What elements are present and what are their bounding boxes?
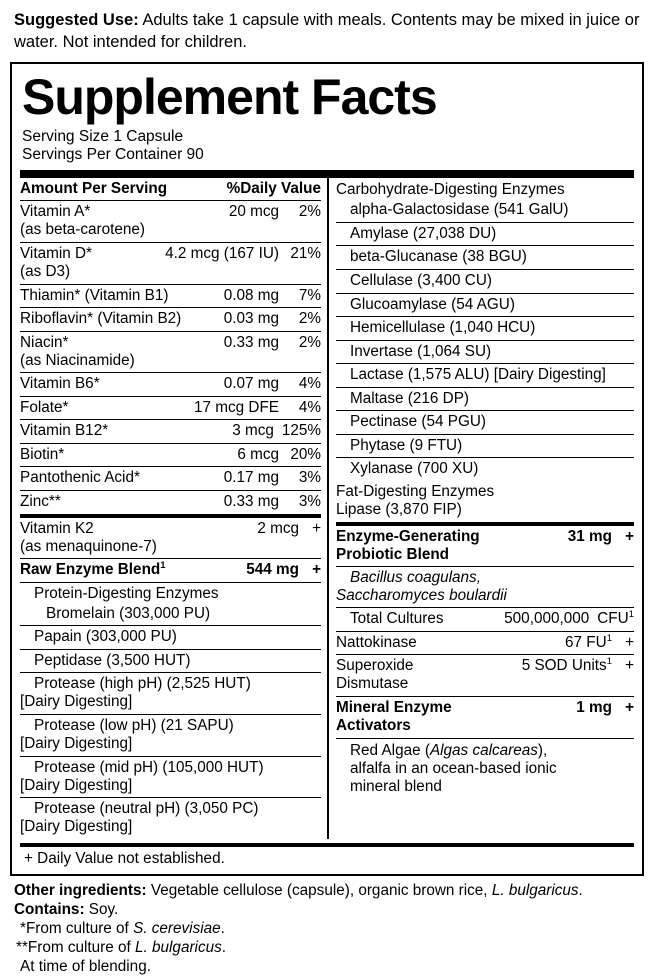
nutrient-subline: (as D3)	[20, 263, 71, 281]
enzyme-item: beta-Glucanase (38 BGU)	[336, 246, 634, 270]
contains-label: Contains:	[14, 900, 85, 918]
nutrient-name: Vitamin B6*	[20, 375, 100, 393]
enzyme-item: Glucoamylase (54 AGU)	[336, 294, 634, 318]
blend-amount: 544 mg	[246, 561, 299, 579]
nutrient-amount: 0.03 mg	[223, 310, 279, 328]
enzyme-item: Protease (neutral pH) (3,050 PC) [Dairy Digesting]	[20, 800, 259, 836]
suggested-use-label: Suggested Use:	[14, 11, 139, 29]
probiotic-blend-dv: +	[625, 527, 634, 545]
mineral-activators-line2: Activators	[336, 716, 411, 734]
nattokinase-label: Nattokinase	[336, 633, 417, 651]
panel-title: Supplement Facts	[22, 68, 437, 125]
suggested-use	[14, 10, 642, 54]
superoxide-line1: Superoxide	[336, 657, 414, 675]
enzyme-item: Papain (303,000 PU)	[20, 626, 321, 650]
superoxide-dv: +	[625, 657, 634, 675]
footer-notes	[14, 881, 642, 976]
nutrient-name: Zinc**	[20, 493, 61, 510]
left-column-header	[20, 178, 321, 201]
probiotic-blend-amount: 31 mg	[567, 527, 612, 545]
footnote-blending: At time of blending.	[20, 958, 151, 976]
nutrient-row	[20, 285, 321, 309]
nattokinase-dv: +	[625, 633, 634, 651]
nutrient-amount: 0.33 mg	[223, 493, 279, 510]
nutrient-amount: 6 mcg	[237, 445, 279, 463]
panel-columns	[20, 178, 634, 838]
superoxide-dismutase-row	[336, 655, 634, 697]
carb-enzymes-header: Carbohydrate-Digesting Enzymes	[336, 181, 565, 199]
nutrient-dv: 125%	[281, 422, 321, 440]
carb-enzymes-first-item: alpha-Galactosidase (541 GalU)	[336, 199, 634, 223]
blend-footnote-marker: 1	[160, 560, 166, 572]
protein-enzymes-header: Protein-Digesting Enzymes	[34, 584, 219, 602]
probiotic-blend-line2: Probiotic Blend	[336, 545, 450, 563]
enzyme-item: Cellulase (3,400 CU)	[336, 270, 634, 294]
other-ingredients-text: Vegetable cellulose (capsule), organic brown rice,	[146, 881, 492, 899]
blend-dv: +	[312, 561, 321, 579]
nutrient-dv: 4%	[298, 375, 321, 393]
nutrient-dv: 2%	[298, 310, 321, 328]
contains-text: Soy.	[84, 900, 119, 918]
nutrient-amount: 17 mcg DFE	[193, 398, 279, 416]
nutrient-row	[20, 444, 321, 468]
enzyme-item: Amylase (27,038 DU)	[336, 223, 634, 247]
red-algae-description	[336, 739, 634, 796]
nutrient-row	[20, 308, 321, 332]
nutrient-dv: 7%	[298, 286, 321, 304]
blend-name: Raw Enzyme Blend	[20, 561, 161, 579]
nutrient-amount: 0.33 mg	[223, 333, 279, 351]
nutrient-row	[20, 467, 321, 491]
nutrient-dv: 2%	[298, 333, 321, 351]
nutrient-amount: 0.08 mg	[223, 286, 279, 304]
enzyme-item: Protease (mid pH) (105,000 HUT) [Dairy Digesting]	[20, 757, 321, 799]
other-ingredients-period: .	[578, 881, 583, 899]
enzyme-item: Bromelain (303,000 PU)	[20, 603, 321, 627]
total-cultures-unit: CFU	[597, 610, 629, 628]
enzyme-item: Maltase (216 DP)	[336, 388, 634, 412]
enzyme-item: Pectinase (54 PGU)	[336, 411, 634, 435]
total-cultures-footnote-marker: 1	[628, 609, 634, 621]
fat-enzymes-item: Lipase (3,870 FIP)	[336, 501, 462, 518]
nutrient-amount: 3 mcg	[232, 422, 274, 440]
enzyme-item: Protease (low pH) (21 SAPU) [Dairy Digesting]	[20, 715, 321, 757]
nattokinase-footnote-marker: 1	[606, 632, 612, 644]
nutrient-dv: 2%	[298, 203, 321, 221]
panel-left-column	[20, 178, 327, 838]
nutrient-name: Vitamin A*	[20, 203, 91, 221]
nutrient-name: Pantothenic Acid*	[20, 469, 140, 487]
daily-value-note: + Daily Value not established.	[24, 849, 225, 867]
contains-statement	[14, 900, 642, 919]
red-algae-line3: mineral blend	[350, 777, 442, 795]
nutrient-name: Niacin*	[20, 333, 69, 351]
nutrient-row	[20, 373, 321, 397]
nutrient-row	[20, 201, 321, 243]
raw-enzyme-blend-row	[20, 559, 321, 583]
probiotic-species: Bacillus coagulans,	[350, 569, 481, 587]
nutrient-amount: 2 mcg	[257, 519, 299, 537]
total-cultures-row	[336, 608, 634, 632]
footnote-1-text: *From culture of	[20, 919, 134, 937]
nutrient-amount: 4.2 mcg (167 IU)	[165, 244, 279, 262]
other-ingredients-italic: L. bulgaricus	[491, 881, 579, 899]
nutrient-name: Riboflavin* (Vitamin B2)	[20, 310, 182, 328]
total-cultures-label: Total Cultures	[350, 610, 444, 628]
nutrient-name: Vitamin B12*	[20, 422, 109, 440]
red-algae-line2: alfalfa in an ocean-based ionic	[350, 759, 557, 777]
nutrient-row	[20, 518, 321, 560]
probiotic-blend-line1: Enzyme-Generating	[336, 527, 480, 545]
nutrient-name: Vitamin K2	[20, 519, 94, 537]
nutrient-name: Thiamin* (Vitamin B1)	[20, 286, 169, 304]
suggested-use-text: Adults take 1 capsule with meals. Contents may be mixed in juice or water. Not intended for children.	[14, 11, 640, 51]
superoxide-amount: 5 SOD Units	[521, 657, 607, 675]
enzyme-item: Xylanase (700 XU)	[350, 460, 479, 478]
nutrient-dv: 20%	[290, 445, 321, 463]
footnote-2-species: L. bulgaricus	[135, 939, 222, 957]
enzyme-item: Peptidase (3,500 HUT)	[20, 650, 321, 674]
total-cultures-amount: 500,000,000	[504, 610, 590, 628]
enzyme-item: Hemicellulase (1,040 HCU)	[336, 317, 634, 341]
nutrient-amount: 20 mcg	[228, 203, 279, 221]
mineral-activators-amount: 1 mg	[576, 698, 612, 716]
superoxide-line2: Dismutase	[336, 675, 409, 693]
nutrient-name: Folate*	[20, 398, 69, 416]
nutrient-subline: (as beta-carotene)	[20, 221, 145, 239]
mineral-activators-row	[336, 697, 634, 739]
panel-right-column	[327, 178, 634, 838]
nutrient-dv: +	[312, 519, 321, 537]
nutrient-subline: (as menaquinone-7)	[20, 537, 157, 555]
nutrient-row	[20, 420, 321, 444]
nutrient-amount: 0.07 mg	[223, 375, 279, 393]
mineral-activators-dv: +	[625, 698, 634, 716]
nutrient-dv: 3%	[298, 493, 321, 510]
nutrient-name: Biotin*	[20, 445, 65, 463]
probiotic-blend-row	[336, 526, 634, 568]
enzyme-item: Phytase (9 FTU)	[336, 435, 634, 459]
enzyme-item: Invertase (1,064 SU)	[336, 341, 634, 365]
superoxide-footnote-marker: 1	[606, 656, 612, 668]
nutrient-dv: 4%	[298, 398, 321, 416]
nattokinase-row	[336, 632, 634, 656]
red-algae-text-b: ),	[537, 741, 548, 759]
mineral-activators-line1: Mineral Enzyme	[336, 698, 452, 716]
probiotic-species-2: Saccharomyces boulardii	[336, 587, 634, 608]
nutrient-dv: 21%	[290, 244, 321, 262]
footnote-single-star	[14, 919, 642, 938]
red-algae-species: Algas calcareas	[429, 741, 538, 759]
fat-enzymes-header: Fat-Digesting Enzymes	[336, 482, 495, 500]
nutrient-dv: 3%	[298, 469, 321, 487]
footnote-1-species: S. cerevisiae	[133, 919, 221, 937]
footnote-1-period: .	[220, 919, 225, 937]
enzyme-item: Lactase (1,575 ALU) [Dairy Digesting]	[336, 364, 634, 388]
nutrient-row	[20, 332, 321, 374]
servings-per-container: Servings Per Container 90	[22, 146, 204, 164]
enzyme-item: Protease (high pH) (2,525 HUT) [Dairy Digesting]	[20, 673, 321, 715]
nutrient-row	[20, 491, 321, 514]
supplement-facts-panel	[10, 62, 644, 876]
serving-info	[22, 128, 634, 166]
footnote-2-period: .	[221, 939, 226, 957]
footnote-2-text: **From culture of	[16, 939, 136, 957]
panel-top-rule	[20, 170, 634, 178]
daily-value-label: %Daily Value	[226, 180, 321, 198]
other-ingredients-label: Other ingredients:	[14, 881, 147, 899]
nutrient-name: Vitamin D*	[20, 244, 92, 262]
serving-size: Serving Size 1 Capsule	[22, 127, 184, 145]
red-algae-text-a: Red Algae (	[350, 741, 430, 759]
nutrient-amount: 0.17 mg	[223, 469, 279, 487]
nutrient-row	[20, 397, 321, 421]
amount-per-serving-label: Amount Per Serving	[20, 180, 168, 198]
other-ingredients	[14, 881, 642, 900]
nattokinase-amount: 67 FU	[565, 633, 607, 651]
nutrient-row	[20, 243, 321, 285]
nutrient-subline: (as Niacinamide)	[20, 351, 135, 369]
